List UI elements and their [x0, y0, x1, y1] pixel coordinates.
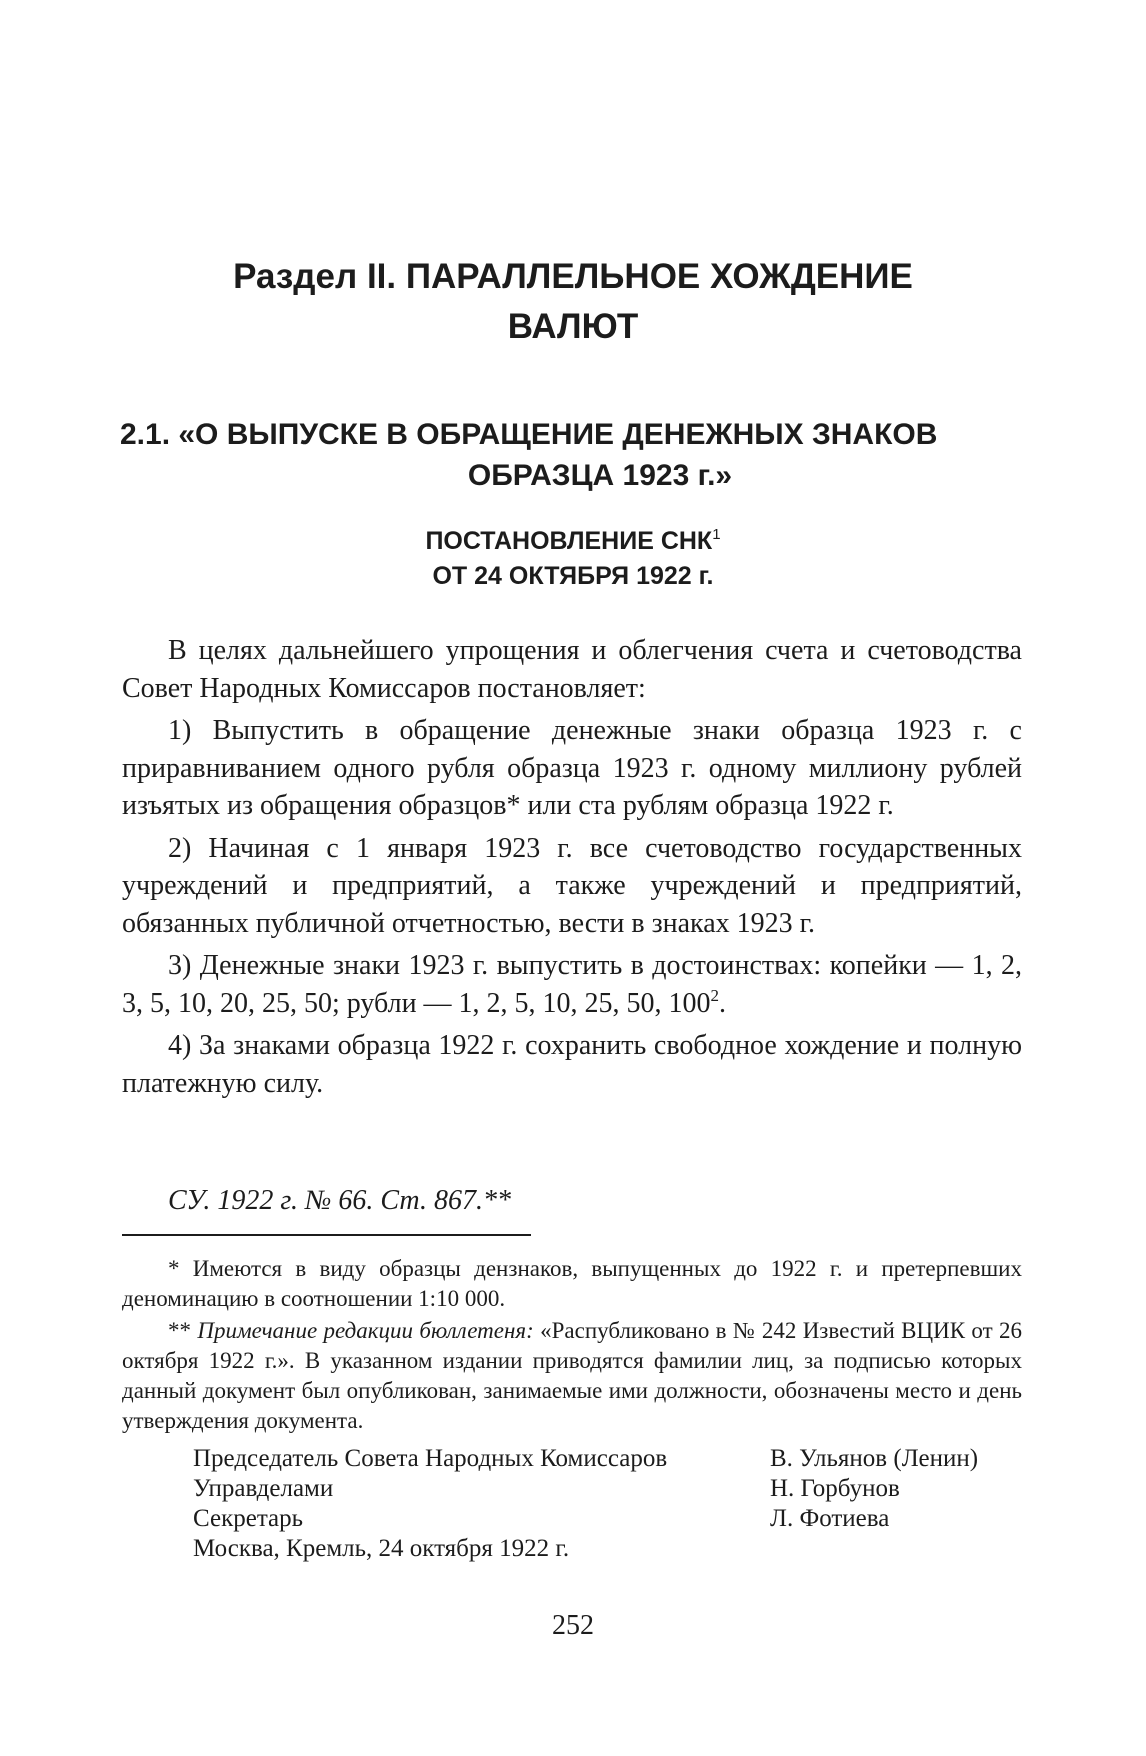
- signature-row: [193, 1444, 1023, 1474]
- document-title-line1: 2.1. «О ВЫПУСКЕ В ОБРАЩЕНИЕ ДЕНЕЖНЫХ ЗНАКОВ: [120, 418, 938, 451]
- document-subtitle: [0, 524, 1146, 594]
- footnote-2-text: «Распубликовано в № 242 Известий ВЦИК от 26 октября 1922 г.». В указанном издании приводятся фамилии лиц, за подписью которых данный документ был опубликован, занимаемые ими должности, обозначены место и день утверждения документа.: [122, 1318, 1023, 1433]
- footnote-2-italic: Примечание редакции бюллетеня:: [197, 1318, 534, 1343]
- footnote-2-prefix: **: [168, 1318, 198, 1343]
- footnote-2: [122, 1316, 1022, 1436]
- decree-item-3-text: 3) Денежные знаки 1923 г. выпустить в достоинствах: копейки — 1, 2, 3, 5, 10, 20, 25, 50; рубли — 1, 2, 5, 10, 25, 50, 100: [122, 950, 1022, 1019]
- subtitle-line2: ОТ 24 ОКТЯБРЯ 1922 г.: [432, 562, 714, 590]
- signature-name: Л. Фотиева: [770, 1505, 890, 1532]
- subtitle-line1: ПОСТАНОВЛЕНИЕ СНК: [425, 527, 713, 555]
- decree-item-3-footnote-mark: 2: [710, 985, 720, 1005]
- signature-row: [193, 1474, 1023, 1504]
- decree-item-2: 2) Начиная с 1 января 1923 г. все счетоводство государственных учреждений и предприятий, а также учреждений и предприятий, обязанных публичной отчетностью, вести в знаках 1923 г.: [122, 832, 1022, 939]
- decree-item-3: [122, 947, 1022, 1022]
- decree-body: [122, 632, 1022, 1107]
- decree-intro: В целях дальнейшего упрощения и облегчения счета и счетоводства Совет Народных Комиссаров постановляет:: [122, 635, 1022, 704]
- decree-item-1: 1) Выпустить в обращение денежные знаки образца 1923 г. с приравниванием одного рубля образца 1923 г. одному миллиону рублей изъятых из обращения образцов* или ста рублям образца 1922 г.: [122, 715, 1022, 821]
- section-title-line1: Раздел II. ПАРАЛЛЕЛЬНОЕ ХОЖДЕНИЕ: [233, 257, 913, 296]
- signature-name: Н. Горбунов: [770, 1475, 900, 1502]
- source-citation: СУ. 1922 г. № 66. Ст. 867.**: [168, 1185, 511, 1216]
- section-title-line2: ВАЛЮТ: [507, 307, 639, 346]
- document-title: [120, 414, 1020, 496]
- footnote-1: * Имеются в виду образцы дензнаков, выпущенных до 1922 г. и претерпевших деноминацию в соотношении 1:10 000.: [122, 1256, 1022, 1311]
- decree-item-4: 4) За знаками образца 1922 г. сохранить свободное хождение и полную платежную силу.: [122, 1030, 1022, 1099]
- document-title-line2: ОБРАЗЦА 1923 г.»: [467, 459, 733, 492]
- footnote-divider: [122, 1234, 531, 1236]
- signature-block: [193, 1444, 1023, 1564]
- signature-position: Секретарь: [193, 1505, 304, 1532]
- footnotes: [122, 1254, 1022, 1438]
- subtitle-footnote-mark: 1: [712, 526, 721, 543]
- decree-item-3-end: .: [719, 987, 727, 1019]
- signature-name: В. Ульянов (Ленин): [770, 1445, 979, 1472]
- signature-position: Управделами: [193, 1475, 334, 1502]
- section-title: [0, 252, 1146, 352]
- signature-position: Председатель Совета Народных Комиссаров: [193, 1445, 668, 1472]
- page-number: 252: [552, 1610, 594, 1641]
- signature-row: [193, 1504, 1023, 1534]
- place-date: Москва, Кремль, 24 октября 1922 г.: [193, 1535, 570, 1562]
